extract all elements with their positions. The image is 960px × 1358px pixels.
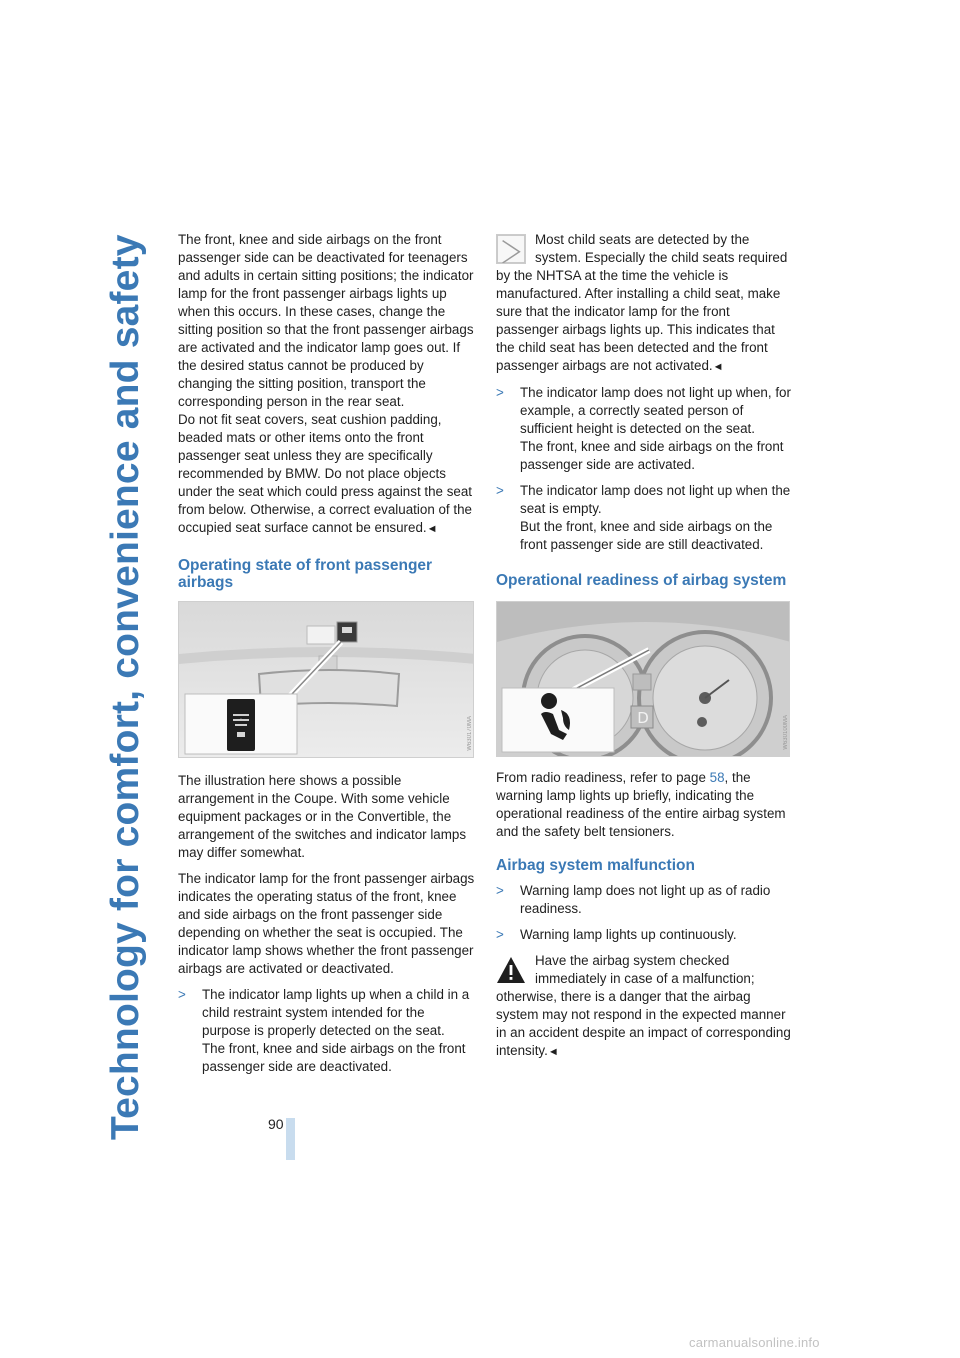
end-mark: ◄ xyxy=(547,1046,559,1058)
subheading-malfunction: Airbag system malfunction xyxy=(496,857,695,874)
bullet-marker: > xyxy=(178,987,186,1002)
headliner-illustration xyxy=(179,602,474,758)
list-item: > The indicator lamp lights up when a child in a child restraint system intended for the purpose is properly detected on the seat. The front, knee and side airbags on the front passenger side are deactivated. xyxy=(178,987,470,1074)
intro-paragraph: The front, knee and side airbags on the front passenger side can be deactivated for teenagers and adults in certain sitting positions; the indicator lamp for the front passenger airbags lights up when this occurs. In these cases, change the sitting position so that the front passenger airbags are activated and the indicator lamp goes out. If the desired status cannot be produced by changing the sitting position, transport the corresponding person in the rear seat. xyxy=(178,232,474,409)
passenger-airbag-figure xyxy=(178,601,474,758)
indicator-status-list xyxy=(496,384,792,554)
list-item: > The indicator lamp does not light up when, for example, a correctly seated person of sufficient height is detected on the seat. The front, knee and side airbags on the front passenger side are activated. xyxy=(496,385,791,472)
footer-watermark: carmanualsonline.info xyxy=(689,1335,820,1350)
indicator-paragraph: The indicator lamp for the front passenger airbags indicates the operating status of the front, knee and side airbags on the front passenger side depending on whether the seat is occupied. The indicator lamp shows whether the front passenger airbags are activated or deactivated. xyxy=(178,871,475,976)
section-heading-readiness: Operational readiness of airbag system xyxy=(496,572,787,589)
bullet-marker: > xyxy=(496,927,504,942)
illustration-paragraph: The illustration here shows a possible arrangement in the Coupe. With some vehicle equipment packages or in the Convertible, the arrangement of the switches and indicator lamps may differ somewhat. xyxy=(178,773,467,860)
list-item: > Warning lamp lights up continuously. xyxy=(496,927,737,942)
instrument-cluster-illustration xyxy=(497,602,790,757)
seat-cover-paragraph: Do not fit seat covers, seat cushion padding, beaded mats or other items onto the front passenger seat unless they are specifically recommended by BMW. Do not place objects under the seat which could press against the seat from below. Otherwise, a correct evaluation of the occupied seat surface cannot be ensured.◄ xyxy=(178,412,473,535)
page-link[interactable]: 58 xyxy=(709,770,725,785)
right-column xyxy=(496,0,792,1061)
end-mark: ◄ xyxy=(426,523,438,535)
list-item: > Warning lamp does not light up as of radio readiness. xyxy=(496,883,771,916)
bullet-marker: > xyxy=(496,385,504,400)
end-mark: ◄ xyxy=(712,361,724,373)
bullet-marker: > xyxy=(496,883,504,898)
bullet-marker: > xyxy=(496,483,504,498)
indicator-list xyxy=(178,986,476,1076)
left-column xyxy=(178,0,476,1084)
child-seat-note: Most child seats are detected by the system. Especially the child seats required by the NHTSA at the time the vehicle is manufactured. After installing a child seat, make sure that the indicator lamp for the front passenger airbags lights up. This indicates that the child seat has been detected and the front passenger airbags are not activated.◄ xyxy=(496,232,788,373)
readiness-paragraph: From radio readiness, refer to page 58, the warning lamp lights up briefly, indicating the operational readiness of the entire airbag system and the safety belt tensioners. xyxy=(496,770,786,839)
page-number: 90 xyxy=(268,1116,284,1132)
sidebar-title: Technology for comfort, convenience and safety xyxy=(104,234,147,1140)
figure-code: W630100MA xyxy=(783,715,789,750)
warning-note: Have the airbag system checked immediately in case of a malfunction; otherwise, there is a danger that the airbag system may not respond in the expected manner in an accident despite an impact of corresponding intensity.◄ xyxy=(496,953,791,1058)
section-heading-operating-state: Operating state of front passenger airbags xyxy=(178,557,433,591)
svg-text:-: - xyxy=(240,716,242,721)
figure-code: W630170MA xyxy=(467,716,473,751)
malfunction-list xyxy=(496,882,792,944)
note-icon xyxy=(496,234,526,264)
instrument-cluster-figure xyxy=(496,601,790,757)
page-marker-bar xyxy=(286,1118,295,1160)
warning-triangle-icon xyxy=(496,956,526,984)
list-item: > The indicator lamp does not light up when the seat is empty. But the front, knee and side airbags on the front passenger side are still deactivated. xyxy=(496,483,791,552)
svg-text:D: D xyxy=(637,709,649,727)
